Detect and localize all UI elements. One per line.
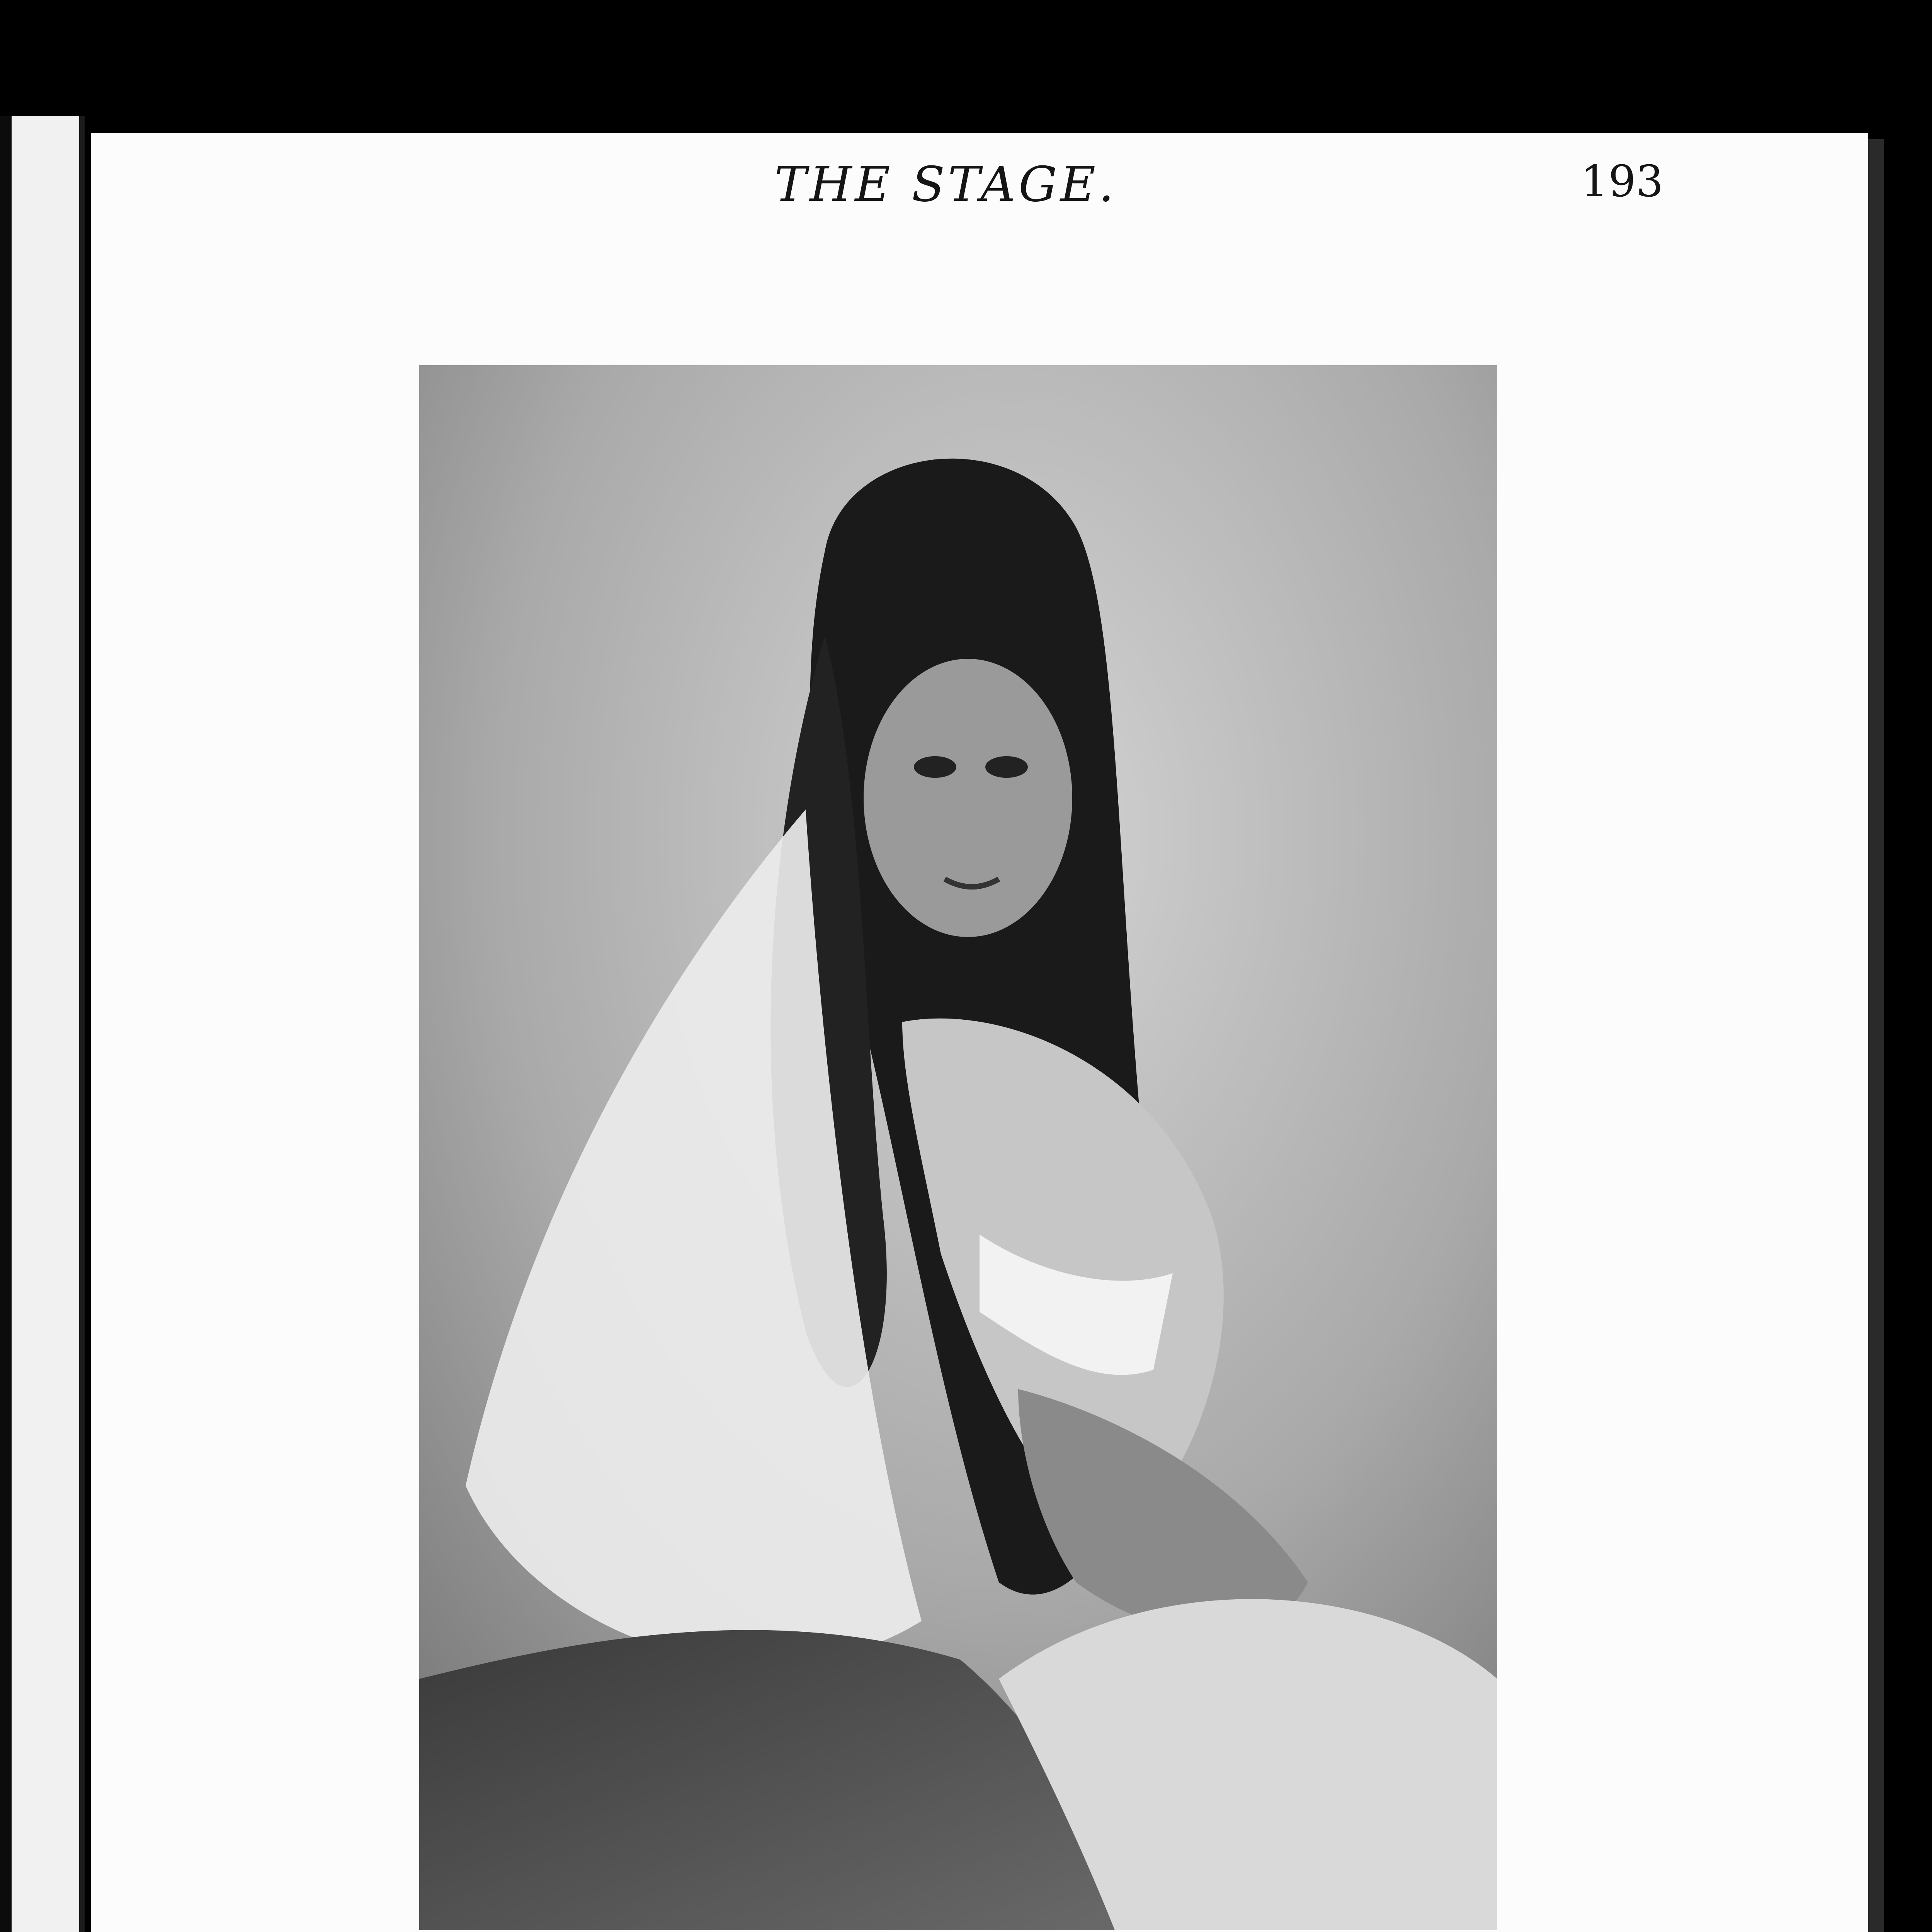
facing-page-binding [0, 116, 12, 1932]
running-title: THE STAGE. [774, 156, 1117, 213]
facing-page-edge [0, 116, 85, 1932]
portrait-photograph [419, 365, 1497, 1930]
page-edge-shadow [1868, 139, 1884, 1932]
page-number: 193 [1581, 156, 1663, 207]
